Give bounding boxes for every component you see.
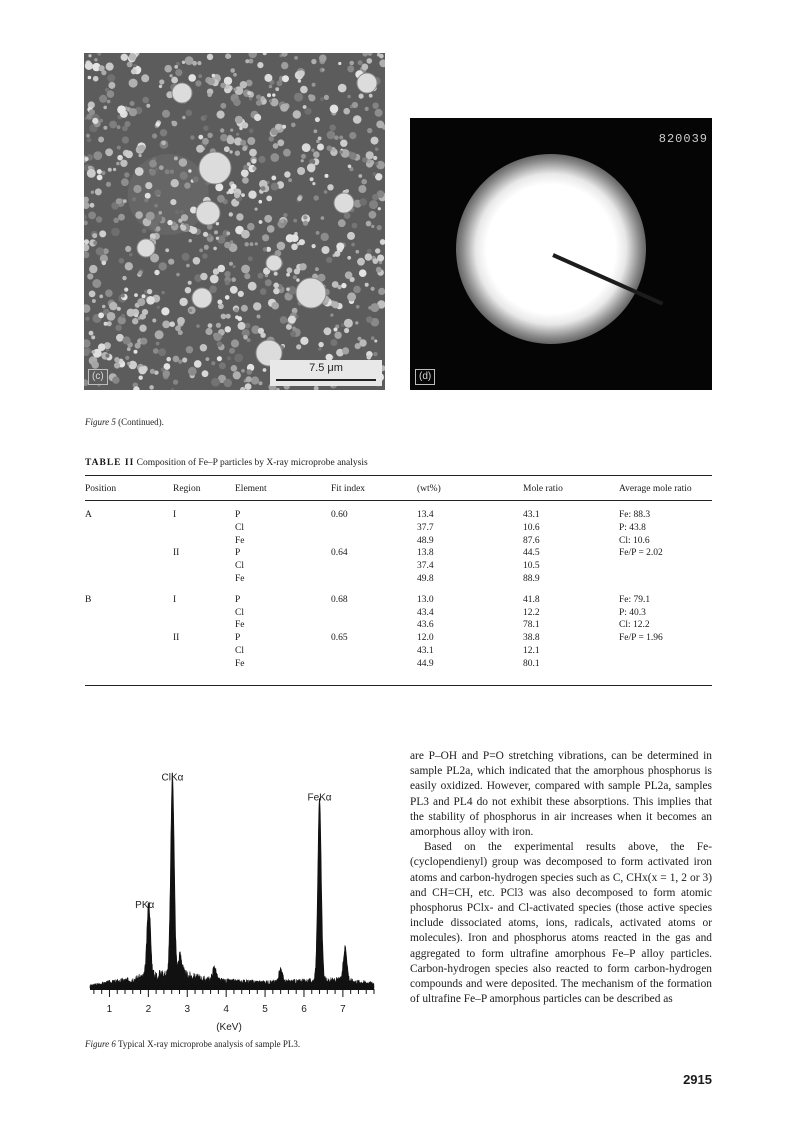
- table-row: [85, 595, 712, 608]
- figure5-caption-text: (Continued).: [118, 417, 164, 427]
- table-cell: A: [85, 510, 92, 520]
- sem-large-particle: [296, 278, 326, 308]
- table-cell: 12.2: [523, 607, 540, 618]
- table-cell: II: [173, 548, 180, 559]
- diffraction-halo: [456, 154, 646, 344]
- scale-bar-label: 7.5 μm: [309, 362, 343, 374]
- table-cell: P: [235, 548, 241, 559]
- column-header: Element: [235, 484, 267, 494]
- column-header: Region: [173, 484, 201, 494]
- x-tick-label: 2: [145, 1004, 152, 1015]
- table-cell: Fe: [235, 535, 245, 546]
- column-header: (wt%): [417, 484, 441, 494]
- table-cell: 44.9: [417, 658, 434, 669]
- table-title: Composition of Fe–P particles by X-ray microprobe analysis: [136, 458, 368, 468]
- peak-label: FeKα: [307, 792, 332, 804]
- sem-grains: [84, 53, 385, 390]
- column-header: Fit index: [331, 484, 366, 494]
- table-cell: Cl: 12.2: [619, 620, 650, 631]
- edx-spectrum-chart: [86, 740, 378, 1035]
- table-cell: 37.4: [417, 561, 434, 572]
- figure5-caption: [85, 417, 164, 427]
- table-cell: 0.65: [331, 633, 348, 644]
- figure6-caption-label: Figure 6: [85, 1039, 116, 1049]
- table-cell: B: [85, 594, 92, 605]
- table-cell: 10.5: [523, 561, 540, 572]
- table-cell: Fe/P = 2.02: [619, 548, 663, 559]
- table-cell: 87.6: [523, 535, 540, 546]
- table-row: [85, 574, 712, 587]
- table-row: [85, 510, 712, 523]
- figure5-caption-label: Figure 5: [85, 417, 116, 427]
- page-number: 2915: [683, 1072, 712, 1087]
- x-tick-label: 5: [262, 1004, 268, 1015]
- table-row: [85, 633, 712, 646]
- table-cell: 0.64: [331, 548, 348, 559]
- spectrum-trace: [90, 773, 374, 988]
- table-header-rule: [85, 500, 712, 501]
- table-cell: Fe: [235, 620, 245, 631]
- scale-bar-line: [276, 379, 376, 381]
- column-header: Position: [85, 484, 117, 494]
- table-caption: [85, 458, 368, 468]
- panel-d-label: (d): [415, 369, 435, 385]
- table-row: [85, 659, 712, 672]
- table-cell: Cl: [235, 607, 244, 618]
- sem-large-particle: [357, 73, 377, 93]
- scale-bar: [270, 360, 382, 386]
- paragraph: Based on the experimental results above, the Fe-(cyclopendienyl) group was decomposed to form activated iron atoms and carbon-hydrogen species such as C, CHx(x = 1, 2 or 3) and CH=CH, etc. PCl3 was also decomposed to form atomic phosphorus PClx- and Cl-activated species (those active species include dissociated atoms, ions, radicals, activated atoms or molecules). Iron and phosphorus atoms reacted in the gas and aggregated to form ultrafine amorphous Fe–P alloy particles. Carbon-hydrogen species also reacted to form carbon-hydrogen compounds and were deposited. The mechanism of the formation of ultrafine Fe–P amorphous particles can be described as: [410, 841, 712, 1006]
- sem-large-particle: [172, 83, 192, 103]
- sem-large-particle: [199, 152, 231, 184]
- sem-large-particle: [334, 193, 354, 213]
- sem-large-particle: [196, 201, 220, 225]
- table-cell: 38.8: [523, 633, 540, 644]
- diffraction-pattern: [410, 118, 712, 390]
- table-row: [85, 608, 712, 621]
- x-tick-label: 4: [223, 1004, 229, 1015]
- table-label: TABLE II: [85, 458, 135, 468]
- x-tick-label: 1: [106, 1004, 113, 1015]
- table-cell: Cl: [235, 646, 244, 656]
- plate-code: 820039: [658, 132, 708, 146]
- table-cell: 12.1: [523, 646, 540, 656]
- x-tick-label: 7: [340, 1004, 346, 1015]
- table-cell: P: 40.3: [619, 607, 646, 618]
- table-cell: 43.6: [417, 620, 434, 631]
- table-cell: I: [173, 510, 177, 520]
- table-cell: P: [235, 594, 241, 605]
- table-cell: 80.1: [523, 658, 540, 669]
- body-text: [410, 749, 712, 1007]
- sem-large-particle: [137, 239, 155, 257]
- peak-label: PKα: [135, 900, 155, 912]
- panel-c-label: (c): [88, 369, 108, 385]
- table-cell: 41.8: [523, 594, 540, 605]
- table-cell: 0.60: [331, 510, 348, 520]
- table-cell: 49.8: [417, 574, 434, 584]
- figure6-caption-text: Typical X-ray microprobe analysis of sample PL3.: [118, 1039, 301, 1049]
- table-cell: 37.7: [417, 522, 434, 533]
- table-cell: 10.6: [523, 522, 540, 533]
- paragraph: are P–OH and P=O stretching vibrations, can be determined in sample PL2a, which indicated that the amorphous phosphorus is easily oxidized. However, compared with sample PL2a, samples PL3 and PL4 do not exhibit these absorptions. This implies that the stability of phosphorus in air increases when it becomes an amorphous alloy with iron.: [410, 750, 712, 839]
- figure6-caption: [85, 1039, 300, 1049]
- table-cell: Cl: [235, 522, 244, 533]
- sem-large-particle: [266, 255, 282, 271]
- table-cell: 43.4: [417, 607, 434, 618]
- table-row: [85, 561, 712, 574]
- table-bottom-rule: [85, 685, 712, 686]
- table-cell: 88.9: [523, 574, 540, 584]
- table-cell: I: [173, 594, 177, 605]
- table-cell: 78.1: [523, 620, 540, 631]
- table-row: [85, 523, 712, 536]
- sem-particle-texture: [84, 53, 385, 390]
- table-cell: Fe: 79.1: [619, 594, 651, 605]
- table-cell: Fe: [235, 658, 245, 669]
- table-cell: Fe: [235, 574, 245, 584]
- table-cell: 13.0: [417, 594, 434, 605]
- table-row: [85, 620, 712, 633]
- edx-plot-area: [90, 772, 374, 1015]
- table-cell: 0.68: [331, 594, 348, 605]
- table-cell: Fe: 88.3: [619, 510, 651, 520]
- table-cell: Cl: 10.6: [619, 535, 650, 546]
- table-row: [85, 548, 712, 561]
- x-tick-label: 6: [301, 1004, 307, 1015]
- table-cell: 12.0: [417, 633, 434, 644]
- peak-label: ClKα: [161, 772, 184, 784]
- table-top-rule: [85, 475, 712, 476]
- table-cell: 43.1: [523, 510, 540, 520]
- x-axis-label: (KeV): [216, 1022, 242, 1033]
- table-cell: P: 43.8: [619, 522, 646, 533]
- sem-micrograph: [84, 53, 385, 390]
- table-cell: P: [235, 633, 241, 644]
- table-cell: 13.8: [417, 548, 434, 559]
- table-cell: P: [235, 510, 241, 520]
- table-row: [85, 646, 712, 659]
- column-header: Mole ratio: [523, 484, 563, 494]
- table-cell: 43.1: [417, 646, 434, 656]
- table-cell: II: [173, 633, 180, 644]
- table-cell: Cl: [235, 561, 244, 572]
- table-row: [85, 536, 712, 549]
- table-cell: 13.4: [417, 510, 434, 520]
- table-header-row: [85, 484, 712, 497]
- table-cell: 48.9: [417, 535, 434, 546]
- table-cell: Fe/P = 1.96: [619, 633, 663, 644]
- sem-large-particle: [192, 288, 212, 308]
- table-cell: 44.5: [523, 548, 540, 559]
- column-header: Average mole ratio: [619, 484, 692, 494]
- x-tick-label: 3: [184, 1004, 191, 1015]
